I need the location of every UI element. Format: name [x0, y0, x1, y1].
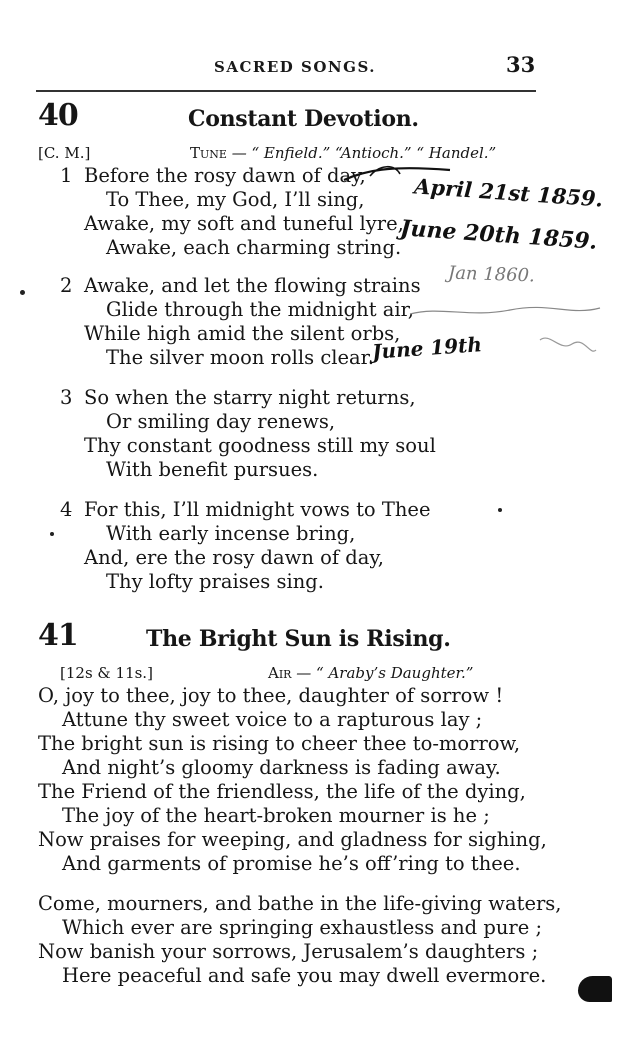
verse-line: So when the starry night returns,: [84, 386, 416, 409]
verse-line: Before the rosy dawn of day,: [84, 164, 366, 187]
faint-pencil-scribble: [400, 292, 610, 372]
verse-line: The silver moon rolls clear.: [106, 346, 375, 369]
verse-line: To Thee, my God, I’ll sing,: [106, 188, 365, 211]
verse-number: 3: [60, 386, 73, 409]
air-label: Air: [268, 664, 292, 682]
verse-line: With benefit pursues.: [106, 458, 319, 481]
verse-number: 2: [60, 274, 73, 297]
verse-line: And night’s gloomy darkness is fading away.: [62, 756, 501, 779]
verse-line: Or smiling day renews,: [106, 410, 336, 433]
verse-line: With early incense bring,: [106, 522, 356, 545]
verse-line: Here peaceful and safe you may dwell evermore.: [62, 964, 547, 987]
verse-line: Attune thy sweet voice to a rapturous lay ;: [62, 708, 483, 731]
verse-line: Thy lofty praises sing.: [106, 570, 324, 593]
ink-speck: [50, 532, 54, 536]
verse-line: The Friend of the friendless, the life of the dying,: [38, 780, 526, 803]
hymn-41-title: The Bright Sun is Rising.: [146, 626, 451, 652]
verse-line: The joy of the heart-broken mourner is he ;: [62, 804, 490, 827]
hymn-40-number: 40: [38, 98, 78, 133]
verse-line: And, ere the rosy dawn of day,: [84, 546, 384, 569]
verse-number: 1: [60, 164, 73, 187]
verse-line: Awake, each charming string.: [106, 236, 402, 259]
ink-speck: [498, 508, 502, 512]
tune-label: Tune: [190, 144, 227, 162]
air-name: — “ Araby’s Daughter.”: [296, 664, 474, 682]
ink-speck: [20, 290, 25, 295]
handwritten-date-3: Jan 1860.: [447, 262, 536, 287]
hymn-40-title: Constant Devotion.: [188, 106, 419, 132]
handwritten-date-1: April 21st 1859.: [413, 173, 604, 212]
hymn-40-meter: [C. M.]: [38, 144, 91, 162]
verse-line: Come, mourners, and bathe in the life-giving waters,: [38, 892, 562, 915]
hymn-41-meter: [12s & 11s.]: [60, 664, 153, 682]
handwritten-date-2: June 20th 1859.: [399, 215, 599, 255]
verse-line: Awake, and let the flowing strains: [84, 274, 421, 297]
header-rule: [36, 90, 536, 92]
hymn-41-number: 41: [38, 618, 78, 653]
verse-line: O, joy to thee, joy to thee, daughter of sorrow !: [38, 684, 504, 707]
hymn-41-air: [268, 664, 473, 682]
verse-number: 4: [60, 498, 73, 521]
verse-line: For this, I’ll midnight vows to Thee: [84, 498, 431, 521]
verse-line: Thy constant goodness still my soul: [84, 434, 436, 457]
tune-names: — “ Enfield.” “Antioch.” “ Handel.”: [231, 144, 497, 162]
verse-line: Now banish your sorrows, Jerusalem’s daughters ;: [38, 940, 539, 963]
page-number: 33: [506, 52, 536, 77]
verse-line: And garments of promise he’s off’ring to thee.: [62, 852, 521, 875]
verse-line: The bright sun is rising to cheer thee to-morrow,: [38, 732, 521, 755]
verse-line: Awake, my soft and tuneful lyre,: [84, 212, 404, 235]
verse-line: While high amid the silent orbs,: [84, 322, 401, 345]
verse-line: Which ever are springing exhaustless and pure ;: [62, 916, 543, 939]
verse-line: Now praises for weeping, and gladness for sighing,: [38, 828, 547, 851]
handwritten-date-4: June 19th: [371, 332, 483, 364]
thumb-index-tab: [578, 976, 612, 1002]
verse-line: Glide through the midnight air,: [106, 298, 414, 321]
running-header-title: SACRED SONGS.: [214, 58, 376, 76]
